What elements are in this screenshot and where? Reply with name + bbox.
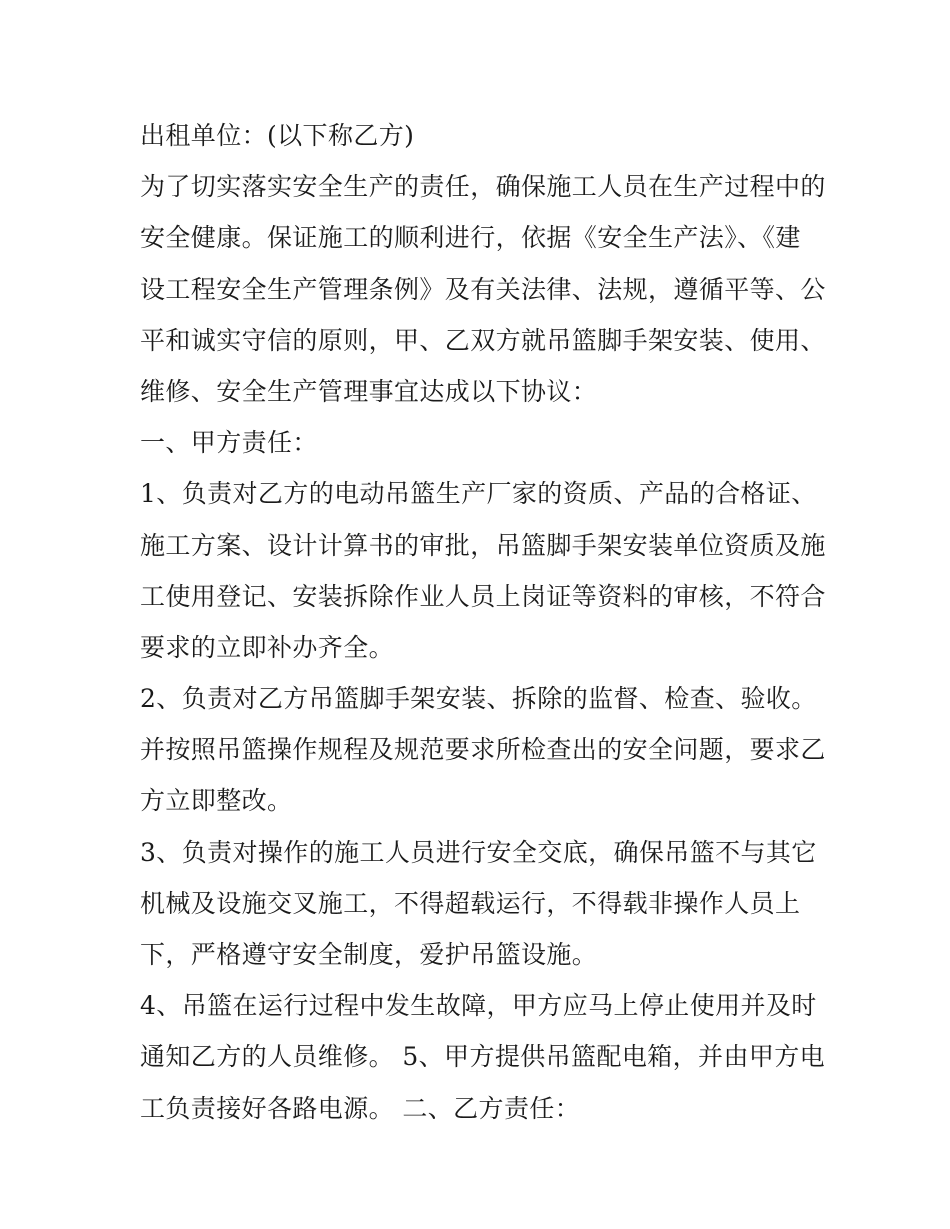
text-line: 施工方案、设计计算书的审批，吊篮脚手架安装单位资质及施 bbox=[140, 530, 826, 560]
text-line: 出租单位：(以下称乙方) bbox=[140, 121, 415, 150]
text-line: 要求的立即补办齐全。 bbox=[140, 632, 395, 662]
text-line: 下，严格遵守安全制度，爱护吊篮设施。 bbox=[140, 940, 598, 969]
text-line: 为了切实落实安全生产的责任，确保施工人员在生产过程中的 bbox=[140, 172, 826, 202]
text-line: 平和诚实守信的原则，甲、乙双方就吊篮脚手架安装、使用、 bbox=[140, 325, 826, 355]
agreement-body bbox=[140, 110, 826, 1134]
text-line: 设工程安全生产管理条例》及有关法律、法规，遵循平等、公 bbox=[140, 274, 826, 304]
text-line: 2、负责对乙方吊篮脚手架安装、拆除的监督、检查、验收。 bbox=[140, 684, 817, 714]
text-line: 3、负责对操作的施工人员进行安全交底，确保吊篮不与其它 bbox=[140, 837, 817, 867]
text-line: 安全健康。保证施工的顺利进行，依据《安全生产法》、《建 bbox=[140, 223, 801, 253]
text-line: 方立即整改。 bbox=[140, 786, 293, 816]
text-line: 机械及设施交叉施工，不得超载运行，不得载非操作人员上 bbox=[140, 888, 801, 918]
text-line: 工使用登记、安装拆除作业人员上岗证等资料的审核，不符合 bbox=[140, 581, 826, 611]
text-line: 维修、安全生产管理事宜达成以下协议： bbox=[140, 376, 598, 406]
section-heading: 一、甲方责任： bbox=[140, 428, 318, 458]
text-line: 4、吊篮在运行过程中发生故障，甲方应马上停止使用并及时 bbox=[140, 991, 817, 1021]
text-line: 工负责接好各路电源。 二、乙方责任： bbox=[140, 1093, 581, 1123]
text-line: 1、负责对乙方的电动吊篮生产厂家的资质、产品的合格证、 bbox=[140, 479, 817, 509]
text-line: 通知乙方的人员维修。 5、甲方提供吊篮配电箱，并由甲方电 bbox=[140, 1042, 826, 1072]
text-line: 并按照吊篮操作规程及规范要求所检查出的安全问题，要求乙 bbox=[140, 735, 826, 765]
